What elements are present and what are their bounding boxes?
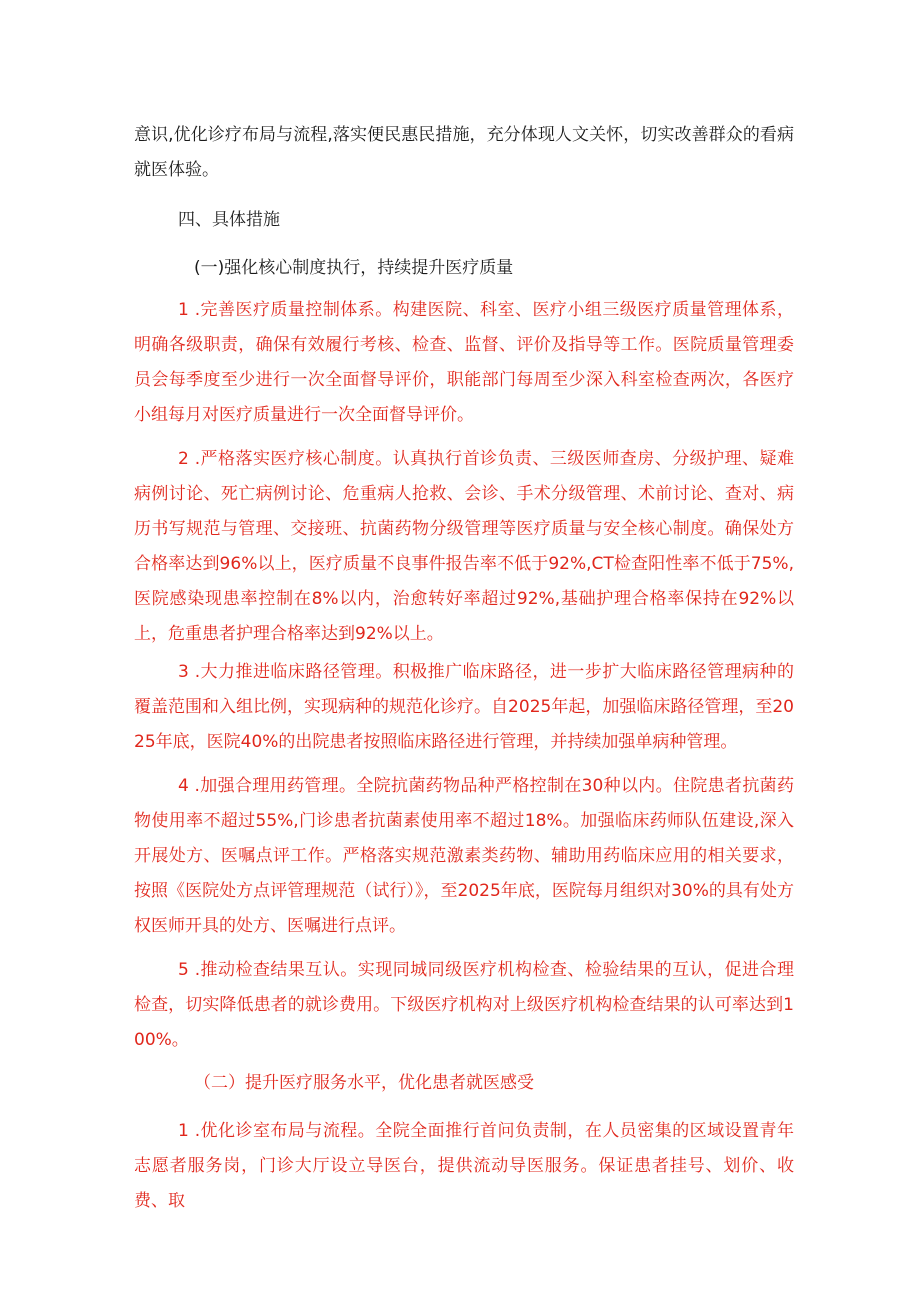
item-result-mutual-recognition: 5 .推动检查结果互认。实现同城同级医疗机构检查、检验结果的互认，促进合理检查，切实降低患者的就诊费用。下级医疗机构对上级医疗机构检查结果的认可率达到100%。 bbox=[134, 960, 794, 1050]
item-rational-drug-use: 4 .加强合理用药管理。全院抗菌药物品种严格控制在30种以内。住院患者抗菌药物使用率不超过55%,门诊患者抗菌素使用率不超过18%。加强临床药师队伍建设,深入开展处方、医嘱点评工作。严格落实规范激素类药物、辅助用药临床应用的相关要求，按照《医院处方点评管理规范（试行）》，至2025年底，医院每月组织对30%的具有处方权医师开具的处方、医嘱进行点评。 bbox=[134, 776, 794, 936]
subsection-heading-2: （二）提升医疗服务水平，优化患者就医感受 bbox=[194, 1073, 534, 1093]
item-clinical-pathway: 3 .大力推进临床路径管理。积极推广临床路径，进一步扩大临床路径管理病种的覆盖范围和入组比例，实现病种的规范化诊疗。自2025年起，加强临床路径管理，至2025年底，医院40%的出院患者按照临床路径进行管理，并持续加强单病种管理。 bbox=[134, 662, 794, 752]
subsection-heading-1: (一)强化核心制度执行，持续提升医疗质量 bbox=[194, 258, 514, 278]
item-core-system-implementation: 2 .严格落实医疗核心制度。认真执行首诊负责、三级医师查房、分级护理、疑难病例讨论、死亡病例讨论、危重病人抢救、会诊、手术分级管理、术前讨论、查对、病历书写规范与管理、交接班、抗菌药物分级管理等医疗质量与安全核心制度。确保处方合格率达到96%以上，医疗质量不良事件报告率不低于92%,CT检查阳性率不低于75%,医院感染现患率控制在8%以内，治愈转好率超过92%,基础护理合格率保持在92%以上，危重患者护理合格率达到92%以上。 bbox=[134, 449, 794, 644]
section-heading-4: 四、具体措施 bbox=[178, 210, 280, 230]
item-clinic-layout-optimization: 1 .优化诊室布局与流程。全院全面推行首问负责制，在人员密集的区域设置青年志愿者服务岗，门诊大厅设立导医台，提供流动导医服务。保证患者挂号、划价、收费、取 bbox=[134, 1121, 794, 1211]
item-quality-control-system: 1 .完善医疗质量控制体系。构建医院、科室、医疗小组三级医疗质量管理体系，明确各级职责，确保有效履行考核、检查、监督、评价及指导等工作。医院质量管理委员会每季度至少进行一次全面督导评价，职能部门每周至少深入科室检查两次，各医疗小组每月对医疗质量进行一次全面督导评价。 bbox=[134, 300, 794, 425]
paragraph-intro-continuation: 意识,优化诊疗布局与流程,落实便民惠民措施，充分体现人文关怀，切实改善群众的看病就医体验。 bbox=[134, 125, 794, 180]
